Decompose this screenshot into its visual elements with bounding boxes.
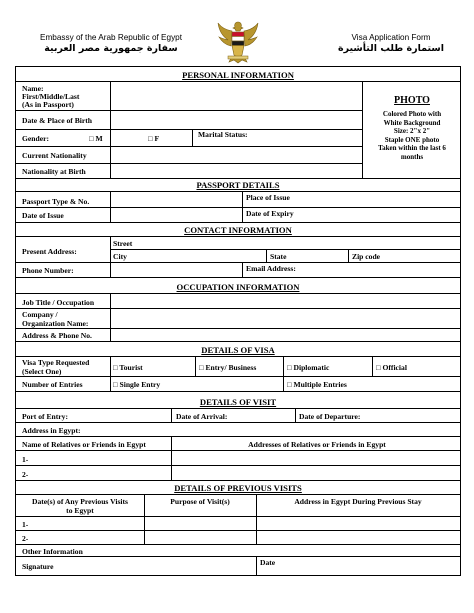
visa-type-label-line2: (Select One): [22, 367, 62, 376]
divider: [171, 408, 172, 422]
name-label-line2: First/Middle/Last: [22, 92, 80, 101]
divider: [266, 249, 267, 262]
divider: [16, 222, 460, 223]
embassy-header: [26, 32, 196, 54]
section-personal-heading: PERSONAL INFORMATION: [182, 70, 294, 80]
divider: [16, 146, 362, 147]
divider: [192, 129, 193, 146]
divider: [242, 262, 243, 277]
photo-desc-line: months: [400, 152, 424, 161]
signature-label: Signature: [22, 562, 54, 571]
visa-business-checkbox[interactable]: □ Entry/ Business: [199, 363, 257, 372]
previous-dates-label-line2: to Egypt: [66, 506, 94, 515]
divider: [16, 391, 460, 392]
photo-desc-line: White Background: [383, 118, 441, 127]
passport-type-label: Passport Type & No.: [22, 197, 90, 206]
company-label-line2: Organization Name:: [22, 319, 89, 328]
multiple-entries-checkbox[interactable]: □ Multiple Entries: [287, 380, 347, 389]
photo-desc-line: Colored Photo with: [382, 110, 442, 118]
relatives-address-label: Addresses of Relatives or Friends in Egypt: [248, 440, 386, 449]
divider: [16, 436, 460, 437]
divider: [16, 129, 362, 130]
divider: [110, 293, 111, 341]
photo-title: PHOTO: [394, 95, 430, 106]
divider: [16, 422, 460, 423]
divider: [16, 81, 460, 82]
visa-type-label-line1: Visa Type Requested: [22, 358, 90, 367]
divider: [283, 356, 284, 391]
divider: [372, 356, 373, 376]
divider: [16, 556, 460, 557]
divider: [362, 81, 363, 178]
form-title-en: Visa Application Form: [351, 33, 431, 42]
single-entry-checkbox[interactable]: □ Single Entry: [113, 380, 161, 389]
section-visa-heading: DETAILS OF VISA: [201, 345, 275, 355]
occupation-address-label: Address & Phone No.: [22, 331, 92, 340]
divider: [16, 530, 460, 531]
section-contact-heading: CONTACT INFORMATION: [184, 225, 292, 235]
street-label: Street: [113, 239, 133, 248]
gender-female-checkbox[interactable]: □ F: [148, 134, 160, 143]
embassy-name-en: Embassy of the Arab Republic of Egypt: [40, 33, 182, 42]
visa-tourist-checkbox[interactable]: □ Tourist: [113, 363, 143, 372]
previous-row-1: 1-: [22, 520, 29, 529]
previous-address-label: Address in Egypt During Previous Stay: [294, 497, 422, 506]
photo-box: [364, 95, 460, 162]
divider: [110, 81, 111, 178]
present-address-label: Present Address:: [22, 247, 77, 256]
previous-dates-label-line1: Date(s) of Any Previous Visits: [31, 497, 129, 506]
dob-label: Date & Place of Birth: [22, 116, 93, 125]
state-label: State: [270, 252, 287, 261]
divider: [16, 376, 460, 377]
divider: [110, 249, 460, 250]
divider: [16, 516, 460, 517]
phone-number-label: Phone Number:: [22, 266, 74, 275]
divider: [16, 110, 362, 111]
divider: [16, 408, 460, 409]
date-label: Date: [260, 558, 276, 567]
name-label-line1: Name:: [22, 84, 44, 93]
divider: [16, 494, 460, 495]
divider: [295, 408, 296, 422]
divider: [256, 494, 257, 544]
other-information-label: Other Information: [22, 547, 83, 556]
place-of-issue-label: Place of Issue: [246, 193, 290, 202]
form-title-ar: استمارة طلب التأشيرة: [338, 43, 444, 54]
gender-label: Gender:: [22, 134, 49, 143]
city-label: City: [113, 252, 127, 261]
port-of-entry-label: Port of Entry:: [22, 412, 68, 421]
egypt-eagle-emblem-icon: [214, 18, 262, 66]
divider: [16, 163, 362, 164]
section-visit-heading: DETAILS OF VISIT: [199, 397, 277, 407]
relatives-row-1: 1-: [22, 455, 29, 464]
divider: [16, 236, 460, 237]
previous-row-2: 2-: [22, 534, 29, 543]
divider: [16, 356, 460, 357]
divider: [16, 341, 460, 342]
section-passport-heading: PASSPORT DETAILS: [196, 180, 280, 190]
date-of-arrival-label: Date of Arrival:: [176, 412, 228, 421]
embassy-name-ar: سفارة جمهورية مصر العربية: [44, 43, 178, 54]
divider: [16, 293, 460, 294]
date-of-issue-label: Date of Issue: [22, 211, 64, 220]
number-of-entries-label: Number of Entries: [22, 380, 83, 389]
divider: [256, 556, 257, 575]
divider: [16, 308, 460, 309]
photo-desc-line: Taken within the last 6: [378, 144, 446, 153]
divider: [16, 544, 460, 545]
email-address-label: Email Address:: [246, 264, 296, 273]
company-label-line1: Company /: [22, 310, 58, 319]
visa-diplomatic-checkbox[interactable]: □ Diplomatic: [287, 363, 330, 372]
current-nationality-label: Current Nationality: [22, 151, 87, 160]
visa-official-checkbox[interactable]: □ Official: [376, 363, 407, 372]
divider: [110, 356, 111, 391]
divider: [144, 494, 145, 544]
divider: [195, 356, 196, 376]
photo-desc-line: Size: 2"x 2": [393, 127, 431, 136]
zip-code-label: Zip code: [352, 252, 381, 261]
visa-application-form: [15, 66, 461, 576]
divider: [16, 277, 460, 278]
divider: [16, 191, 460, 192]
relatives-row-2: 2-: [22, 470, 29, 479]
divider: [16, 207, 460, 208]
name-label-line3: (As in Passport): [22, 100, 74, 109]
date-of-departure-label: Date of Departure:: [299, 412, 361, 421]
form-header: [326, 32, 456, 54]
divider: [16, 480, 460, 481]
relatives-name-label: Name of Relatives or Friends in Egypt: [22, 440, 146, 449]
previous-purpose-label: Purpose of Visit(s): [170, 497, 230, 506]
divider: [171, 436, 172, 480]
section-previous-visits-heading: DETAILS OF PREVIOUS VISITS: [174, 483, 302, 493]
divider: [242, 191, 243, 222]
divider: [348, 249, 349, 262]
divider: [16, 465, 460, 466]
divider: [16, 178, 460, 179]
address-in-egypt-label: Address in Egypt:: [22, 426, 81, 435]
divider: [16, 262, 460, 263]
date-of-expiry-label: Date of Expiry: [246, 209, 294, 218]
birth-nationality-label: Nationality at Birth: [22, 167, 86, 176]
divider: [110, 191, 111, 222]
divider: [110, 236, 111, 277]
gender-male-checkbox[interactable]: □ M: [89, 134, 103, 143]
job-title-label: Job Title / Occupation: [22, 298, 95, 307]
divider: [16, 328, 460, 329]
photo-desc-line: Staple ONE photo: [384, 135, 440, 144]
divider: [16, 450, 460, 451]
section-occupation-heading: OCCUPATION INFORMATION: [176, 282, 300, 292]
marital-status-label: Marital Status:: [198, 130, 248, 139]
